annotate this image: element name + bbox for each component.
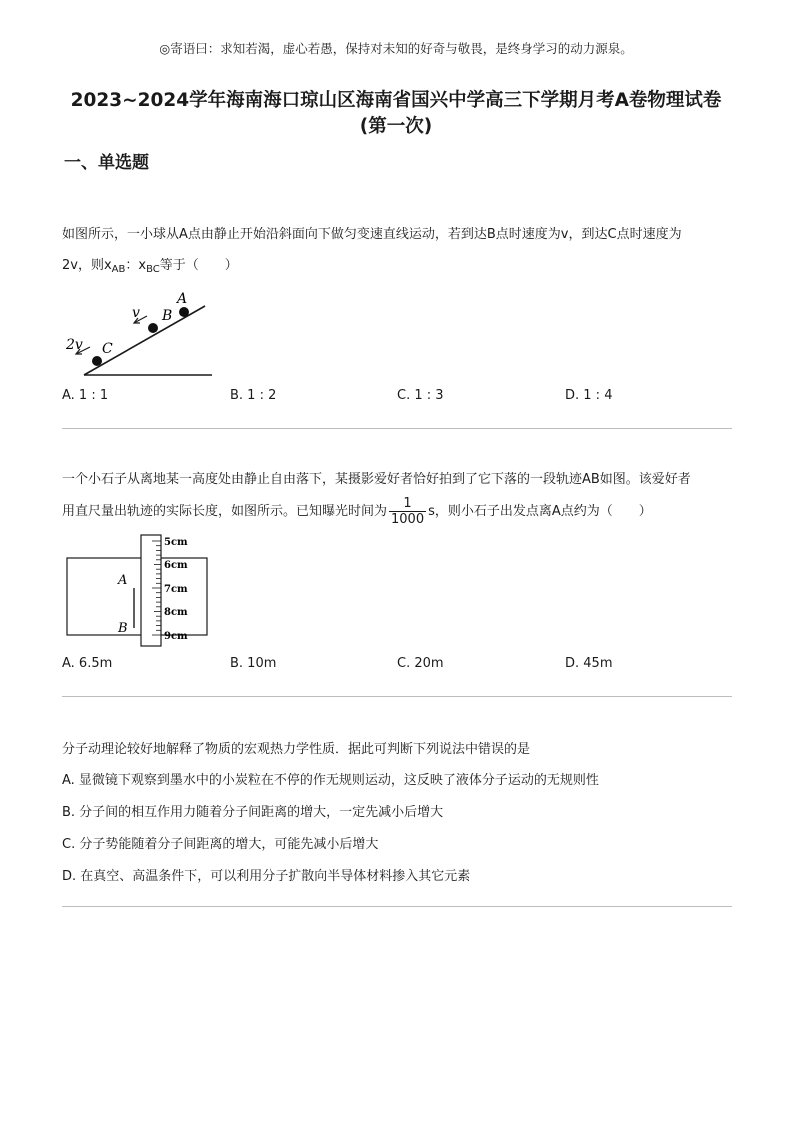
fraction-numerator: 1 <box>389 496 426 512</box>
tick-6cm: 6cm <box>164 560 188 571</box>
q2-text-post: s，则小石子出发点离A点约为（ ） <box>428 504 652 519</box>
ruler <box>141 535 161 646</box>
question-2-line-2 <box>62 495 742 529</box>
q1-colon: ：x <box>125 258 147 273</box>
ball-a <box>179 307 189 317</box>
q2-option-c[interactable]: C. 20m <box>397 656 444 671</box>
question-1-options <box>62 388 742 408</box>
q1-text-post: 等于（ ） <box>159 258 238 273</box>
tick-8cm: 8cm <box>164 607 188 618</box>
divider <box>62 906 732 907</box>
question-3-stem: 分子动理论较好地解释了物质的宏观热力学性质．据此可判断下列说法中错误的是 <box>62 742 531 757</box>
q1-option-b[interactable]: B. 1 : 2 <box>230 388 277 403</box>
q1-option-a[interactable]: A. 1 : 1 <box>62 388 109 403</box>
label-a: A <box>177 291 188 307</box>
question-1-line-1: 如图所示，一小球从A点由静止开始沿斜面向下做匀变速直线运动，若到达B点时速度为v，到达C点时速度为 <box>62 227 682 242</box>
q3-option-c[interactable]: C. 分子势能随着分子间距离的增大，可能先减小后增大 <box>62 837 379 852</box>
tick-7cm: 7cm <box>164 584 188 595</box>
ball-b <box>148 323 158 333</box>
q2-option-b[interactable]: B. 10m <box>230 656 277 671</box>
title-line-1: 2023~2024学年海南海口琼山区海南省国兴中学高三下学期月考A卷物理试卷 <box>70 90 722 111</box>
q2-option-d[interactable]: D. 45m <box>565 656 613 671</box>
q2-option-a[interactable]: A. 6.5m <box>62 656 113 671</box>
tick-5cm: 5cm <box>164 537 188 548</box>
question-1-line-2 <box>62 250 742 285</box>
ball-c <box>92 356 102 366</box>
q1-option-d[interactable]: D. 1 : 4 <box>565 388 613 403</box>
tick-9cm: 9cm <box>164 631 188 642</box>
label-v: v <box>132 305 140 321</box>
incline-figure <box>62 286 222 381</box>
q3-option-a[interactable]: A. 显微镜下观察到墨水中的小炭粒在不停的作无规则运动，这反映了液体分子运动的无规则性 <box>62 773 599 788</box>
ruler-figure <box>66 534 210 648</box>
question-2-stem <box>62 464 742 529</box>
exposure-fraction <box>389 496 426 527</box>
question-2-line-1: 一个小石子从离地某一高度处由静止自由落下，某摄影爱好者恰好拍到了它下落的一段轨迹AB如图。该爱好者 <box>62 472 691 487</box>
label-c: C <box>102 341 113 357</box>
title-line-2: (第一次) <box>359 116 433 137</box>
q3-option-d[interactable]: D. 在真空、高温条件下，可以利用分子扩散向半导体材料掺入其它元素 <box>62 869 471 884</box>
divider <box>62 428 732 429</box>
label-b: B <box>118 621 128 636</box>
q1-option-c[interactable]: C. 1 : 3 <box>397 388 444 403</box>
question-2-options <box>62 656 742 676</box>
question-1-stem <box>62 219 742 285</box>
q1-sub-ab: AB <box>111 264 126 275</box>
page-title <box>40 88 752 140</box>
label-2v: 2v <box>66 337 83 353</box>
divider <box>62 696 732 697</box>
section-title: 一、单选题 <box>64 153 149 173</box>
q1-sub-bc: BC <box>146 264 160 275</box>
label-b: B <box>162 308 173 324</box>
q1-text-pre: 2v，则x <box>62 258 112 273</box>
label-a: A <box>118 573 128 588</box>
q2-text-pre: 用直尺量出轨迹的实际长度，如图所示。已知曝光时间为 <box>62 504 388 519</box>
header-motto: ◎寄语曰：求知若渴，虚心若愚，保持对未知的好奇与敬畏，是终身学习的动力源泉。 <box>159 41 633 56</box>
fraction-denominator: 1000 <box>391 512 425 527</box>
q3-option-b[interactable]: B. 分子间的相互作用力随着分子间距离的增大，一定先减小后增大 <box>62 805 444 820</box>
